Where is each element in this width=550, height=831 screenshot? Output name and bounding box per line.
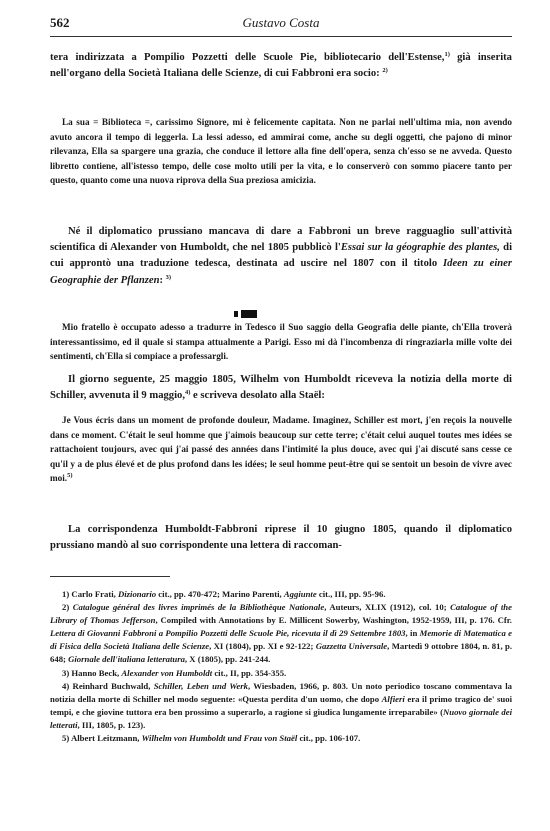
footnotes <box>50 588 512 745</box>
footnote-ref-1: 1) <box>444 51 450 58</box>
paragraph-4 <box>50 522 512 554</box>
page-number: 562 <box>50 15 70 30</box>
footnote-ref-3: 3) <box>165 273 172 281</box>
paragraph-3 <box>50 372 512 404</box>
footnote-ref-4: 4) <box>184 389 191 397</box>
footnote-4: 4) Reinhard Buchwald, Schiller, Leben und Werk, Wiesbaden, 1966, p. 803. Un noto periodico toscano commentava la notizia della morte di Schiller nel modo seguente: «Questa perdita d'un uomo, che dopo Alfieri era il primo tragico de' suoi tempi, e che giovine tuttora era ben prossimo a superarlo, a ragione si giudica lungamente irreparabile» (Nuovo giornale dei letterati, III, 1805, p. 123). <box>50 680 512 730</box>
footnote-ref-2: 2) <box>382 67 388 75</box>
paragraph-4-text: La corrispondenza Humboldt-Fabbroni riprese il 10 giugno 1805, quando il diplomatico prussiano mandò al suo corrispondente una lettera di raccoman- <box>50 524 512 552</box>
paragraph-2-a: Né il diplomatico prussiano mancava di dare a Fabbroni un breve ragguaglio sull'attività scientifica di Alexander von Humboldt, che nel 1805 pubblicò l' <box>50 226 512 254</box>
paragraph-2-title-1: Essai sur la géographie des plantes, <box>340 242 500 254</box>
running-head: Gustavo Costa <box>242 15 320 30</box>
paragraph-1-text-2: già inserita nell'organo della Società Italiana delle Scienze, di cui Fabbroni era socio: <box>50 52 512 80</box>
quote-1 <box>50 115 512 188</box>
paragraph-1-text: tera indirizzata a Pompilio Pozzetti delle Scuole Pie, bibliotecario dell'Estense, <box>50 52 445 63</box>
paragraph-3-b: e scriveva desolato alla Staël: <box>190 390 325 402</box>
quote-3-text: Je Vous écris dans un moment de profonde douleur, Madame. Imaginez, Schiller est mort, j'en reçois la nouvelle dans ce moment. C'était le seul homme que j'aimois beaucoup sur cette terre; c'était celui auquel toutes mes idées se rattachoient toujours, avec qui j'ai passé des années dans l'intimité la plus douce, avec qui j'ai discuté sans cesse ce qu'il y a de plus élevé et de plus profond dans les idées; le seul homme peut-être qui se sentoit un besoin de vivre avec moi. <box>50 415 512 484</box>
footnote-3: 3) Hanno Beck, Alexander von Humboldt cit., II, pp. 354-355. <box>62 667 287 678</box>
paragraph-2-c: : <box>159 274 163 286</box>
quote-3 <box>50 413 512 486</box>
quote-1-text: La sua = Biblioteca =, carissimo Signore, mi è felicemente capitata. Non ne parlai nell'ultima mia, non avendo avuto ancora il tempo di leggerla. La lessi adesso, ed ammirai come, anche su degli oggetti, che pajono di minor rilevanza, Ella sa spargere una grazia, che conduce il lettore alla fine dell'opera, senza ch'esso se ne avveda. Questo libretto contiene, all'istesso tempo, delle cose molto utili per la vita, e lo conserverò con sommo piacere tanto per questo, quanto come una nuova riprova della Sua preziosa amicizia. <box>50 117 512 186</box>
quote-2 <box>50 320 512 364</box>
footnote-ref-5: 5) <box>67 472 73 480</box>
paragraph-2-title-2: Ideen zu einer Geographie der Pflanzen <box>50 258 512 286</box>
ink-mark <box>234 310 260 318</box>
paragraph-2 <box>50 224 512 289</box>
footnote-2: 2) Catalogue général des livres imprimés de la Bibliothèque Nationale, Auteurs, XLIX (1912), col. 10; Catalogue of the Library of Thomas Jefferson, Compiled with Annotations by E. Millicent Sowerby, Washington, 1952-1959, III, p. 176. Cfr. Lettera di Giovanni Fabbroni a Pompilio Pozzetti delle Scuole Pie, ricevuta il dì 29 Settembre 1803, in Memorie di Matematica e di Fisica della Società Italiana delle Scienze, XI (1804), pp. XI e 92-122; Gazzetta Universale, Martedì 9 ottobre 1804, n. 81, p. 648; Giornale dell'italiana letteratura, X (1805), pp. 241-244. <box>50 602 512 665</box>
page-header <box>50 15 512 35</box>
footnote-rule <box>50 576 170 577</box>
paragraph-3-a: Il giorno seguente, 25 maggio 1805, Wilhelm von Humboldt riceveva la notizia della morte di Schiller, avvenuta il 9 maggio, <box>50 374 512 402</box>
footnote-1: 1) Carlo Frati, Dizionario cit., pp. 470-472; Marino Parenti, Aggiunte cit., III, pp. 95-96. <box>62 589 386 599</box>
quote-2-text: Mio fratello è occupato adesso a tradurre in Tedesco il Suo saggio della Geografia delle piante, ch'Ella troverà interessantissimo, ed il quale si stampa attualmente a Parigi. Esso mi dà l'incombenza di ringraziarla mille volte dei sentimenti, ch'Ella si compiace a professargli. <box>50 322 512 362</box>
header-rule <box>50 36 512 37</box>
paragraph-1 <box>50 50 512 82</box>
footnote-5: 5) Albert Leitzmann, Wilhelm von Humboldt und Frau von Staël cit., pp. 106-107. <box>62 733 361 744</box>
paragraph-2-b: di cui approntò una traduzione tedesca, destinata ad uscire nel 1807 con il titolo <box>50 242 513 270</box>
